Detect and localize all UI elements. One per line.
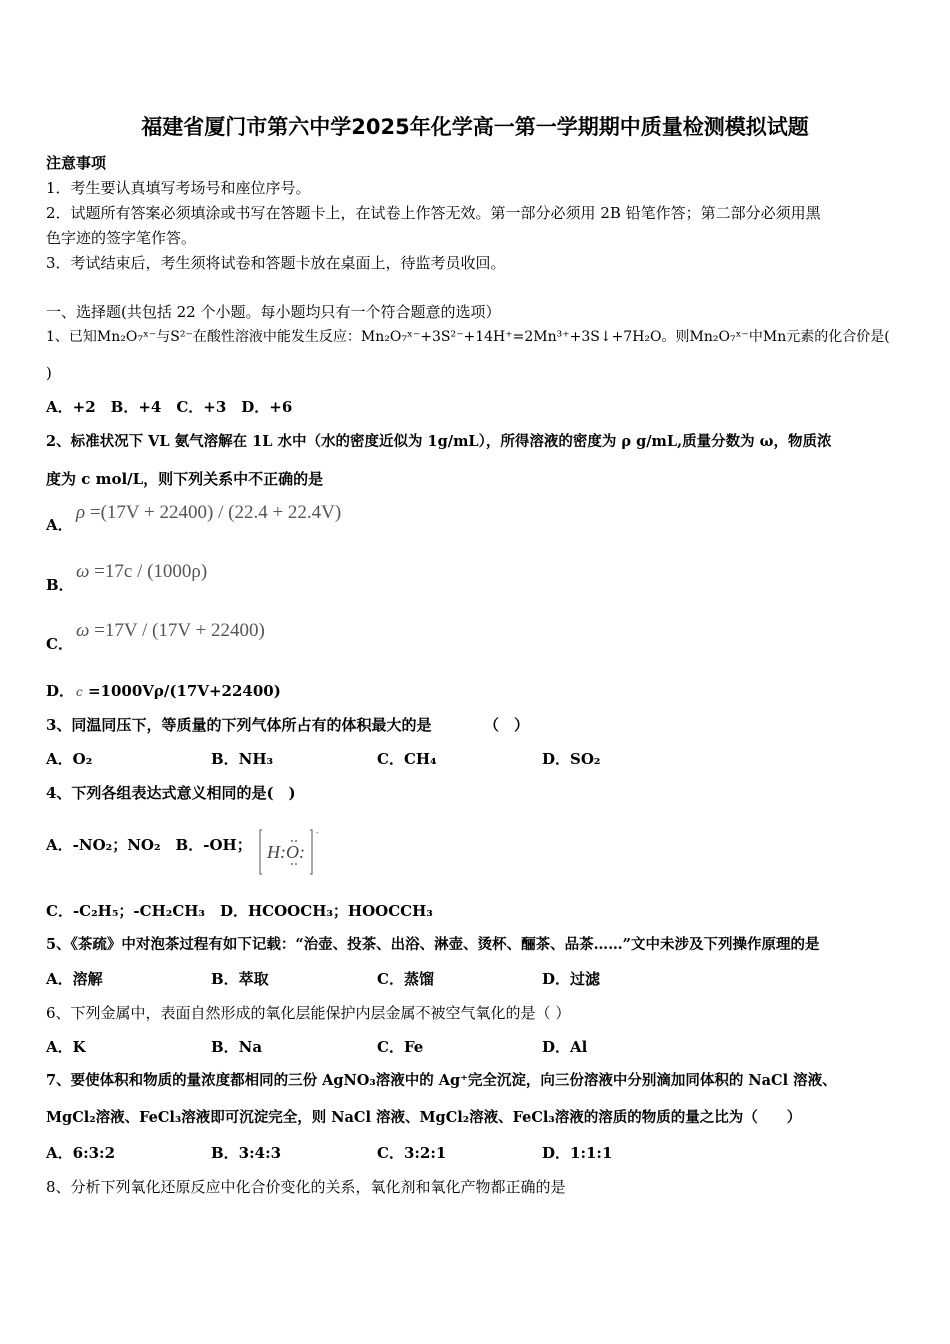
- q4-options-cd: C．-C₂H₅；-CH₂CH₃ D．HCOOCH₃；HOOCCH₃: [46, 902, 433, 920]
- q6-option-a: A．K: [46, 1038, 86, 1056]
- q2-stem-cont: 度为 c mol/L，则下列关系中不正确的是: [46, 470, 324, 488]
- q7-stem-cont: MgCl₂溶液、FeCl₃溶液即可沉淀完全，则 NaCl 溶液、MgCl₂溶液、FeCl₃溶液的溶质的物质的量之比为（ ）: [46, 1109, 802, 1126]
- q7-option-b: B．3:4:3: [211, 1144, 282, 1162]
- q1-stem-cont: ): [46, 364, 52, 382]
- notice-heading: 注意事项: [46, 154, 107, 172]
- q2-option-d-label: D．: [46, 682, 75, 700]
- q5-option-b: B．萃取: [211, 970, 269, 988]
- q6-option-d: D．Al: [542, 1038, 588, 1056]
- q2-option-b-label: B．: [46, 576, 74, 594]
- svg-text:-: -: [316, 828, 319, 837]
- q4-stem: 4、下列各组表达式意义相同的是( ): [46, 784, 296, 802]
- q6-option-c: C．Fe: [377, 1038, 424, 1056]
- q4-options-ab: A．-NO₂；NO₂ B．-OH；: [46, 836, 252, 854]
- notice-item: 2．试题所有答案必须填涂或书写在答题卡上，在试卷上作答无效。第一部分必须用 2B 铅笔作答；第二部分必须用黑: [46, 204, 821, 222]
- q1-stem: 1、已知Mn₂O₇ˣ⁻与S²⁻在酸性溶液中能发生反应：Mn₂O₇ˣ⁻+3S²⁻+14H⁺=2Mn³⁺+3S↓+7H₂O。则Mn₂O₇ˣ⁻中Mn元素的化合价是(: [46, 329, 890, 345]
- q3-option-c: C．CH₄: [377, 750, 437, 768]
- q3-option-a: A．O₂: [46, 750, 93, 768]
- q2-option-c-label: C．: [46, 635, 73, 653]
- q8-stem: 8、分析下列氧化还原反应中化合价变化的关系，氧化剂和氧化产物都正确的是: [46, 1178, 566, 1196]
- q1-options: A．+2 B．+4 C．+3 D．+6: [46, 398, 293, 416]
- q3-stem: 3、同温同压下，等质量的下列气体所占有的体积最大的是 （ ）: [46, 716, 529, 734]
- q7-option-a: A．6:3:2: [46, 1144, 116, 1162]
- q2-stem: 2、标准状况下 VL 氨气溶解在 1L 水中（水的密度近似为 1g/mL），所得溶液的密度为 ρ g/mL,质量分数为 ω，物质浓: [46, 433, 832, 450]
- q2-formula-d: c =1000Vρ/(17V+22400): [76, 682, 281, 700]
- svg-text:H:O:: H:O:: [267, 842, 305, 862]
- q6-option-b: B．Na: [211, 1038, 263, 1056]
- q5-option-a: A．溶解: [46, 970, 103, 988]
- q5-option-d: D．过滤: [542, 970, 601, 988]
- q3-option-b: B．NH₃: [211, 750, 274, 768]
- q7-option-d: D．1:1:1: [542, 1144, 613, 1162]
- q2-option-a-label: A．: [46, 516, 73, 534]
- q7-option-c: C．3:2:1: [377, 1144, 447, 1162]
- q2-formula-b: ω =17c / (1000ρ): [76, 561, 208, 582]
- q3-option-d: D．SO₂: [542, 750, 601, 768]
- hydroxide-lewis-structure: [258, 828, 319, 876]
- q7-stem: 7、要使体积和物质的量浓度都相同的三份 AgNO₃溶液中的 Ag⁺完全沉淀，向三份溶液中分别滴加同体积的 NaCl 溶液、: [46, 1072, 837, 1089]
- q5-option-c: C．蒸馏: [377, 970, 434, 988]
- q2-formula-c: ω =17V / (17V + 22400): [76, 620, 265, 641]
- notice-item: 3．考试结束后，考生须将试卷和答题卡放在桌面上，待监考员收回。: [46, 254, 506, 272]
- section-heading: 一、选择题(共包括 22 个小题。每小题均只有一个符合题意的选项）: [46, 303, 501, 321]
- q2-formula-a: ρ =(17V + 22400) / (22.4 + 22.4V): [76, 502, 342, 523]
- q5-stem: 5、《茶疏》中对泡茶过程有如下记载：“治壶、投茶、出浴、淋壶、烫杯、酾茶、品茶……”文中未涉及下列操作原理的是: [46, 936, 820, 953]
- q6-stem: 6、下列金属中，表面自然形成的氧化层能保护内层金属不被空气氧化的是（ ）: [46, 1004, 571, 1022]
- page-title: 福建省厦门市第六中学2025年化学高一第一学期期中质量检测模拟试题: [141, 115, 809, 139]
- notice-item: 色字迹的签字笔作答。: [46, 229, 197, 247]
- notice-item: 1．考生要认真填写考场号和座位序号。: [46, 179, 311, 197]
